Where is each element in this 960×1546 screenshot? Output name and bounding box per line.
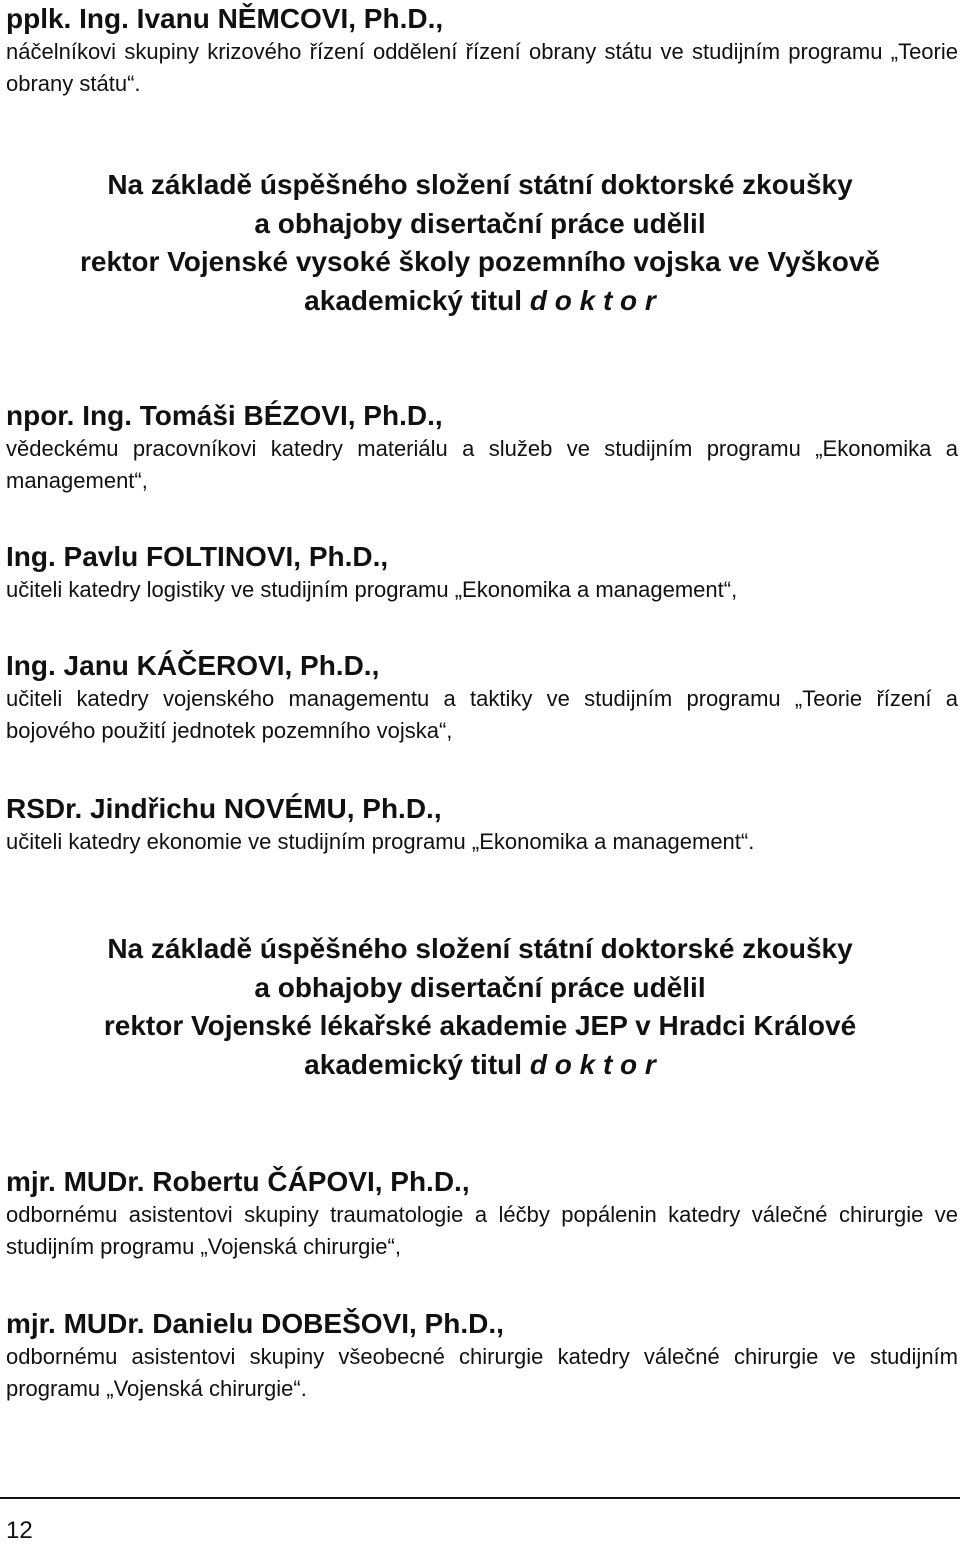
award-entry — [6, 2, 958, 100]
award-entry — [6, 649, 958, 747]
title-prefix: akademický titul — [304, 284, 523, 316]
heading-line: a obhajoby disertační práce udělil — [254, 207, 706, 239]
heading-line: rektor Vojenské lékařské akademie JEP v Hradci Králové — [103, 1010, 857, 1041]
recipient-name: mjr. MUDr. Danielu DOBEŠOVI, Ph.D., — [6, 1308, 504, 1339]
recipient-description: učiteli katedry logistiky ve studijním programu „Ekonomika a management“, — [6, 577, 738, 602]
recipient-name: RSDr. Jindřichu NOVÉMU, Ph.D., — [6, 793, 442, 824]
heading-line: a obhajoby disertační práce udělil — [254, 971, 706, 1003]
award-entry — [6, 1307, 958, 1405]
title-prefix: akademický titul — [304, 1048, 523, 1080]
recipient-name: mjr. MUDr. Robertu ČÁPOVI, Ph.D., — [6, 1166, 470, 1197]
recipient-description: učiteli katedry ekonomie ve studijním programu „Ekonomika a management“. — [6, 829, 755, 854]
award-entry — [6, 540, 958, 606]
recipient-description: odbornému asistentovi skupiny traumatologie a léčby popálenin katedry válečné chirurgie ve studijním programu „Vojenská chirurgie“, — [6, 1202, 958, 1259]
award-entry — [6, 792, 958, 858]
recipient-name: Ing. Pavlu FOLTINOVI, Ph.D., — [6, 541, 389, 572]
recipient-name: pplk. Ing. Ivanu NĚMCOVI, Ph.D., — [6, 3, 444, 34]
recipient-name: npor. Ing. Tomáši BÉZOVI, Ph.D., — [6, 400, 443, 431]
award-heading — [0, 930, 960, 1084]
recipient-description: vědeckému pracovníkovi katedry materiálu a služeb ve studijním programu „Ekonomika a management“, — [6, 436, 958, 493]
title-value: d o k t o r — [529, 284, 656, 316]
page-number: 12 — [6, 1517, 33, 1544]
recipient-description: učiteli katedry vojenského managementu a taktiky ve studijním programu „Teorie řízení a bojového použití jednotek pozemního vojska“, — [6, 686, 958, 743]
award-entry — [6, 1165, 958, 1263]
heading-title-line — [0, 1046, 960, 1085]
heading-line: rektor Vojenské vysoké školy pozemního vojska ve Vyškově — [80, 246, 880, 277]
recipient-name: Ing. Janu KÁČEROVI, Ph.D., — [6, 650, 380, 681]
recipient-description: odbornému asistentovi skupiny všeobecné chirurgie katedry válečné chirurgie ve studijním programu „Vojenská chirurgie“. — [6, 1344, 958, 1401]
award-heading — [0, 166, 960, 320]
award-entry — [6, 399, 958, 497]
recipient-description: náčelníkovi skupiny krizového řízení oddělení řízení obrany státu ve studijním programu „Teorie obrany státu“. — [6, 39, 958, 96]
footer-rule — [0, 1497, 960, 1499]
heading-line: Na základě úspěšného složení státní doktorské zkoušky — [107, 933, 853, 964]
heading-title-line — [0, 282, 960, 321]
title-value: d o k t o r — [529, 1048, 656, 1080]
heading-line: Na základě úspěšného složení státní doktorské zkoušky — [107, 169, 853, 200]
